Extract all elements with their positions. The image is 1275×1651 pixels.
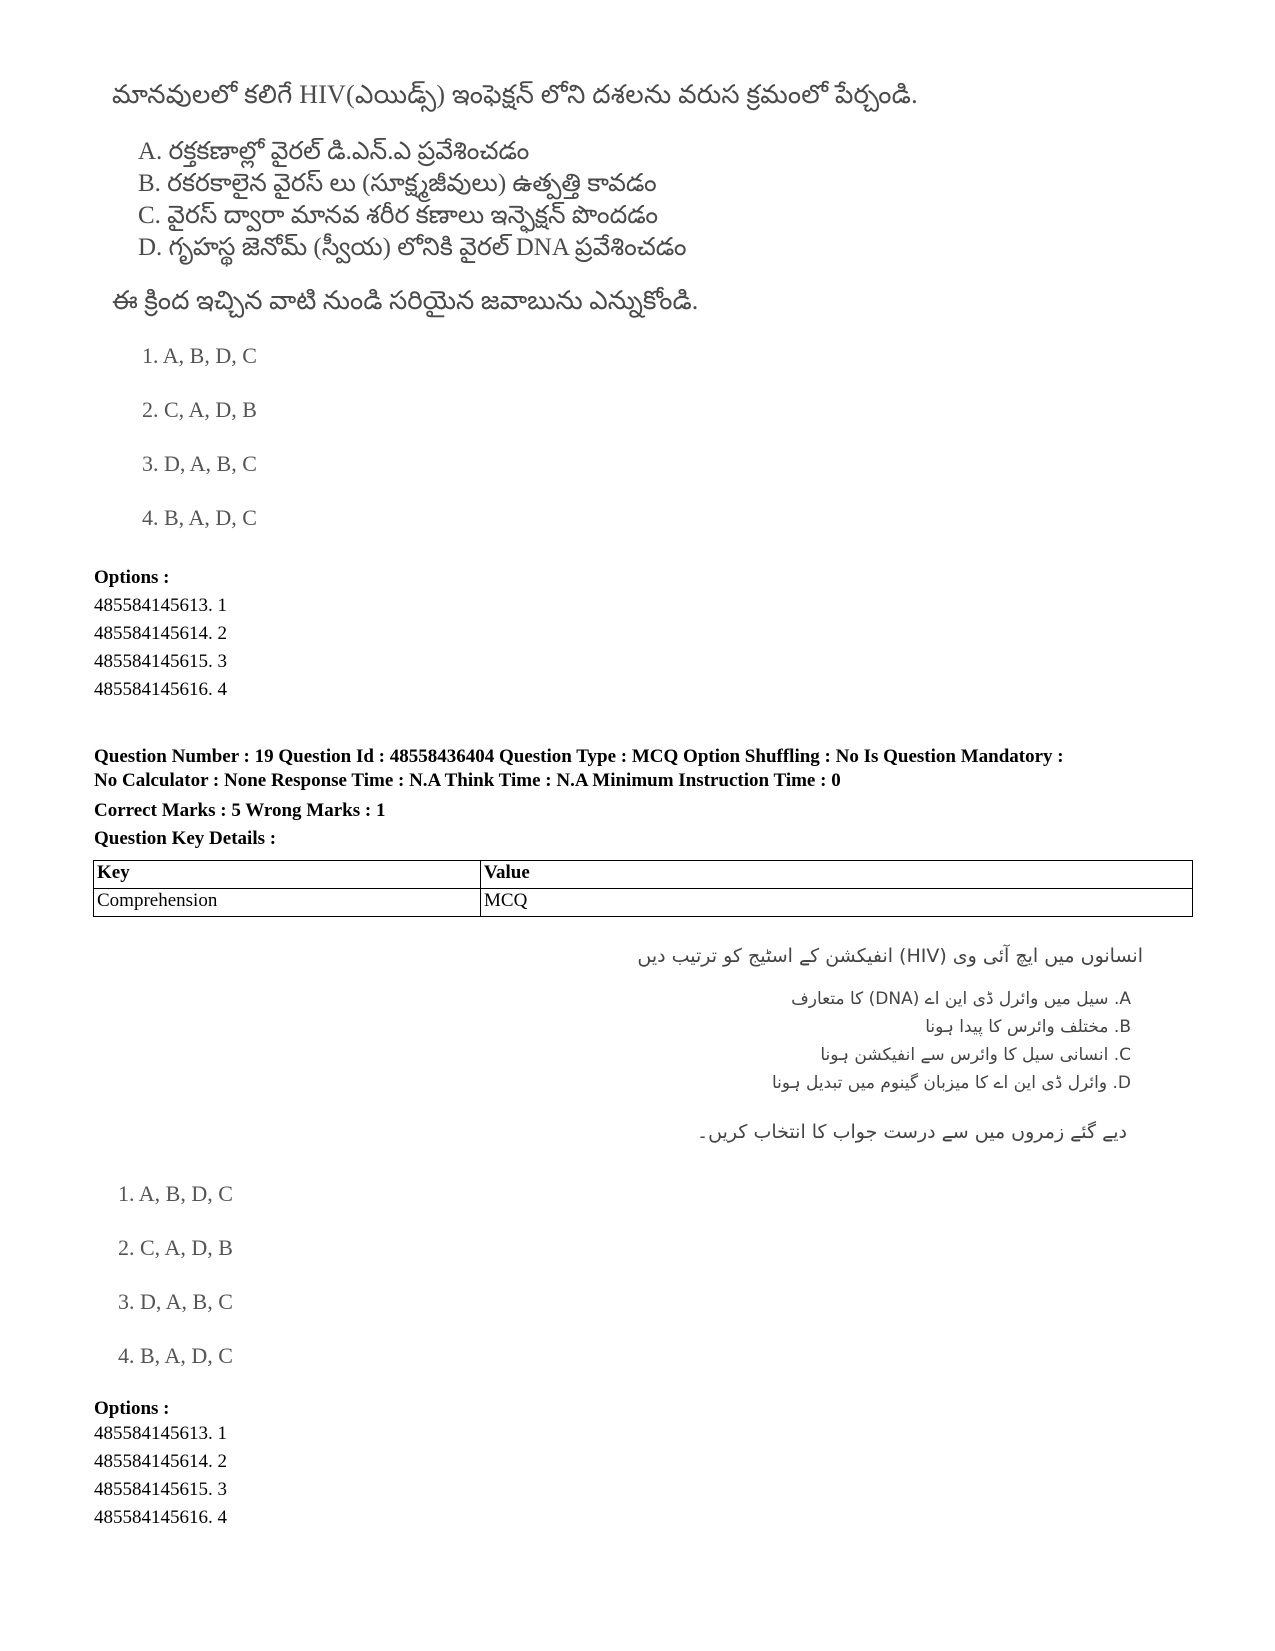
urdu-choice-1: 1. A, B, D, C xyxy=(118,1181,233,1206)
table-header-key: Key xyxy=(94,861,481,889)
telugu-choice-list xyxy=(142,340,1012,556)
urdu-choice-list xyxy=(118,1178,233,1394)
telugu-statement-b: B. రకరకాలైన వైరస్ లు (సూక్ష్మజీవులు) ఉత్పత్తి కావడం xyxy=(138,170,657,197)
marks-line: Correct Marks : 5 Wrong Marks : 1 xyxy=(94,800,386,821)
urdu-statement-a: A. سیل میں وائرل ڈی این اے (DNA) کا متعارف xyxy=(791,989,1131,1009)
urdu-question-stem: انسانوں میں ایچ آئی وی (HIV) انفیکشن کے اسٹیج کو ترتیب دیں xyxy=(637,945,1143,967)
option-item: 485584145613. 1 xyxy=(94,595,227,616)
option-item: 485584145615. 3 xyxy=(94,651,227,672)
option-item: 485584145613. 1 xyxy=(94,1423,227,1444)
key-details-table xyxy=(93,860,1193,917)
urdu-statement-d: D. وائرل ڈی این اے کا میزبان گینوم میں تبدیل ہونا xyxy=(771,1073,1131,1093)
table-header-value: Value xyxy=(481,861,1193,889)
question-meta-line-2: No Calculator : None Response Time : N.A Think Time : N.A Minimum Instruction Time : 0 xyxy=(94,770,841,791)
option-item: 485584145614. 2 xyxy=(94,623,227,644)
urdu-statement-list xyxy=(583,985,1143,1097)
question-meta xyxy=(94,745,1194,853)
urdu-question-block xyxy=(583,945,1143,1143)
telugu-statement-list xyxy=(138,136,1012,264)
telugu-choice-2: 2. C, A, D, B xyxy=(142,397,257,422)
telugu-choice-1: 1. A, B, D, C xyxy=(142,343,257,368)
option-item: 485584145615. 3 xyxy=(94,1479,227,1500)
options-block-1 xyxy=(94,564,227,704)
options-label: Options : xyxy=(94,567,170,588)
telugu-statement-c: C. వైరస్ ద్వారా మానవ శరీర కణాలు ఇన్ఫెక్షన్ పొందడం xyxy=(138,202,659,229)
telugu-choice-4: 4. B, A, D, C xyxy=(142,505,257,530)
table-row xyxy=(94,889,1193,917)
options-block-2 xyxy=(94,1398,227,1532)
key-details-label: Question Key Details : xyxy=(94,828,277,849)
urdu-choice-3: 3. D, A, B, C xyxy=(118,1289,233,1314)
telugu-choice-3: 3. D, A, B, C xyxy=(142,451,257,476)
table-cell-value: MCQ xyxy=(481,889,1193,917)
option-item: 485584145616. 4 xyxy=(94,679,227,700)
urdu-instruction: دیے گئے زمروں میں سے درست جواب کا انتخاب کریں۔ xyxy=(697,1121,1127,1143)
telugu-question-block xyxy=(112,80,1012,556)
option-item: 485584145616. 4 xyxy=(94,1507,227,1528)
question-meta-line-1: Question Number : 19 Question Id : 48558436404 Question Type : MCQ Option Shuffling : No Is Question Mandatory : xyxy=(94,746,1064,767)
urdu-statement-b: B. مختلف وائرس کا پیدا ہونا xyxy=(925,1017,1131,1037)
option-item: 485584145614. 2 xyxy=(94,1451,227,1472)
options-label: Options : xyxy=(94,1398,170,1419)
telugu-instruction: ఈ క్రింద ఇచ్చిన వాటి నుండి సరియైన జవాబును ఎన్నుకోండి. xyxy=(112,286,699,315)
urdu-choice-4: 4. B, A, D, C xyxy=(118,1343,233,1368)
telugu-statement-a: A. రక్తకణాల్లో వైరల్ డి.ఎన్.ఎ ప్రవేశించడం xyxy=(138,138,530,165)
table-header-row xyxy=(94,861,1193,889)
table-cell-key: Comprehension xyxy=(94,889,481,917)
urdu-choice-2: 2. C, A, D, B xyxy=(118,1235,233,1260)
telugu-statement-d: D. గృహస్థ జెనోమ్ (స్వీయ) లోనికి వైరల్ DNA ప్రవేశించడం xyxy=(138,234,687,261)
telugu-question-stem: మానవులలో కలిగే HIV(ఎయిడ్స్) ఇంఫెక్షన్ లోని దశలను వరుస క్రమంలో పేర్చండి. xyxy=(112,80,918,109)
urdu-statement-c: C. انسانی سیل کا وائرس سے انفیکشن ہونا xyxy=(820,1045,1131,1065)
